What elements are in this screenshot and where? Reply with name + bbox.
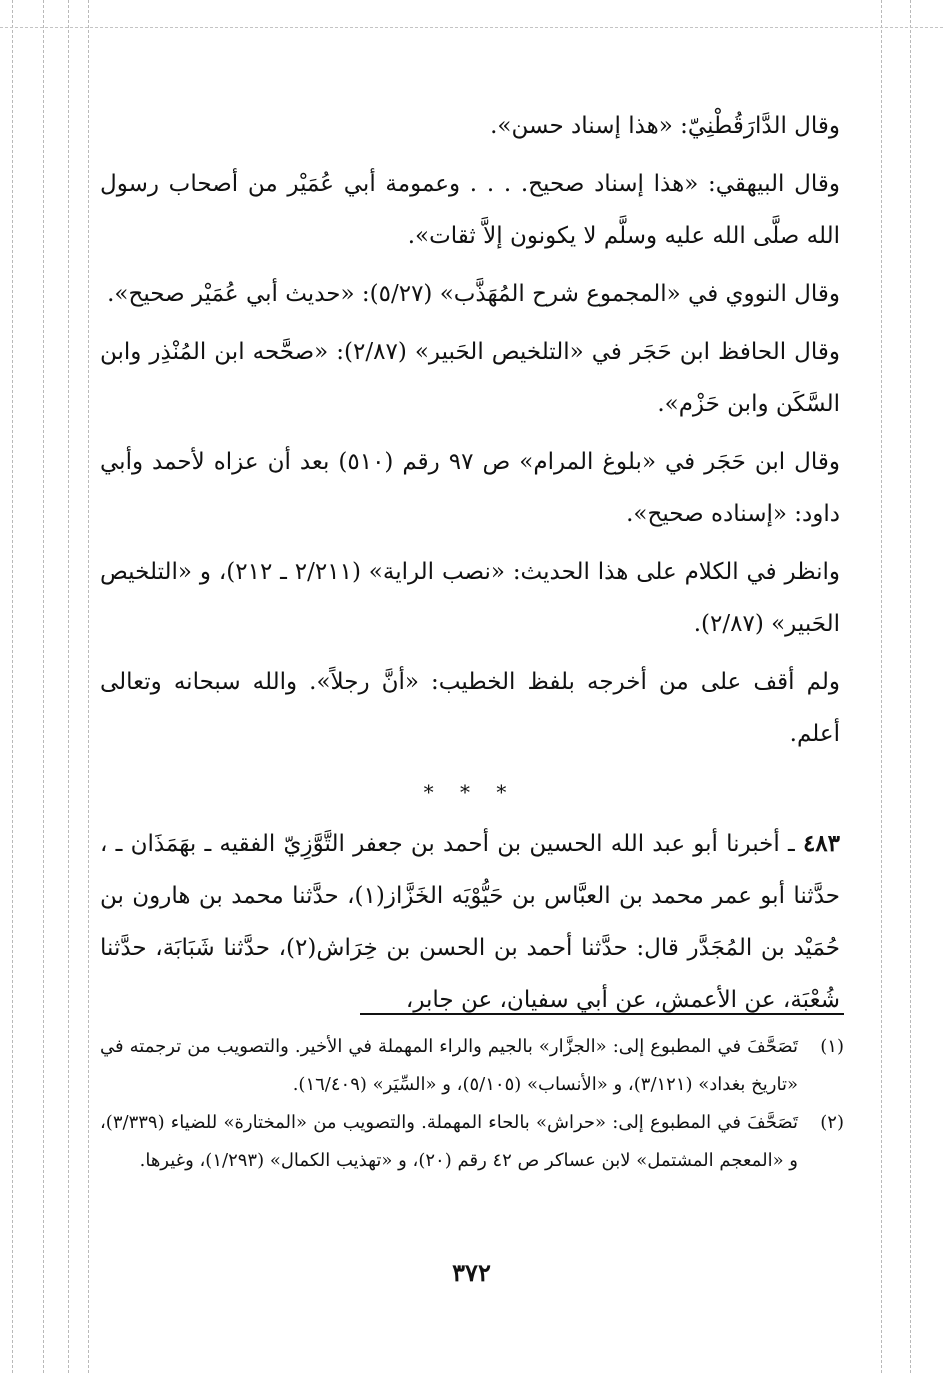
footnote-2 [100, 1104, 844, 1180]
footnotes [100, 1028, 844, 1180]
footnote-label: (٢) [820, 1112, 844, 1133]
margin-guide-line [88, 0, 89, 1373]
margin-guide-line [68, 0, 69, 1373]
margin-guide-line [12, 0, 13, 1373]
page-number: ٣٧٢ [452, 1258, 491, 1287]
paragraph-ibn-hajar-bulugh: وقال ابن حَجَر في «بلوغ المرام» ص ٩٧ رقم (٥١٠) بعد أن عزاه لأحمد وأبي داود: «إسناده صحيح». [100, 449, 840, 527]
main-text [100, 100, 840, 1032]
footnote-text: تَصَحَّفَ في المطبوع إلى: «حراش» بالحاء المهملة. والتصويب من «المختارة» للضياء (٣/٣٣٩)، و «المعجم المشتمل» لابن عساكر ص ٤٢ رقم (٢٠)، و «تهذيب الكمال» (١/٢٩٣)، وغيرها. [100, 1112, 799, 1171]
paragraph-daraqutni: وقال الدَّارَقُطْنِيّ: «هذا إسناد حسن». [490, 113, 840, 139]
footnote-label: (١) [820, 1036, 844, 1057]
margin-guide-line [910, 0, 911, 1373]
hadith-text: ـ أخبرنا أبو عبد الله الحسين بن أحمد بن جعفر التَّوَّزِيّ الفقيه ـ بهَمَذَان ـ ، حدَّثنا أبو عمر محمد بن العبَّاس بن حَيُّوْيَه الخَزَّاز(١)، حدَّثنا محمد بن هارون بن حُمَيْد بن المُجَدَّر قال: حدَّثنا أحمد بن الحسن بن خِرَاش(٢)، حدَّثنا شَبَابَة، حدَّثنا شُعْبَة، عن الأعمش، عن أبي سفيان، عن جابر، [100, 831, 840, 1013]
hadith-entry [100, 818, 840, 1026]
paragraph-bayhaqi: وقال البيهقي: «هذا إسناد صحيح. . . . وعمومة أبي عُمَيْر من أصحاب رسول الله صلَّى الله عليه وسلَّم لا يكونون إلاَّ ثقات». [100, 171, 840, 249]
margin-guide-line [43, 0, 44, 1373]
hadith-number: ٤٨٣ [802, 830, 840, 857]
footnote-divider [360, 1013, 844, 1015]
top-guide-line [0, 27, 943, 28]
paragraph-conclusion: ولم أقف على من أخرجه بلفظ الخطيب: «أنَّ رجلاً». والله سبحانه وتعالى أعلم. [100, 669, 840, 747]
paragraph-ibn-hajar-talkhis: وقال الحافظ ابن حَجَر في «التلخيص الحَبير» (٢/٨٧): «صحَّحه ابن المُنْذِر وابن السَّكَن وابن حَزْم». [100, 339, 840, 417]
margin-guide-line [881, 0, 882, 1373]
footnote-1 [100, 1028, 844, 1104]
paragraph-see-also: وانظر في الكلام على هذا الحديث: «نصب الراية» (٢/٢١١ ـ ٢١٢)، و «التلخيص الحَبير» (٢/٨٧). [100, 559, 840, 637]
footnote-text: تَصَحَّفَ في المطبوع إلى: «الجزَّار» بالجيم والراء المهملة في الأخير. والتصويب من ترجمته في «تاريخ بغداد» (٣/١٢١)، و «الأنساب» (٥/١٠٥)، و «السِّيَر» (١٦/٤٠٩). [100, 1036, 798, 1095]
paragraph-nawawi: وقال النووي في «المجموع شرح المُهَذَّب» (٥/٢٧): «حديث أبي عُمَيْر صحيح». [107, 281, 840, 307]
section-separator: * * * [423, 780, 517, 804]
